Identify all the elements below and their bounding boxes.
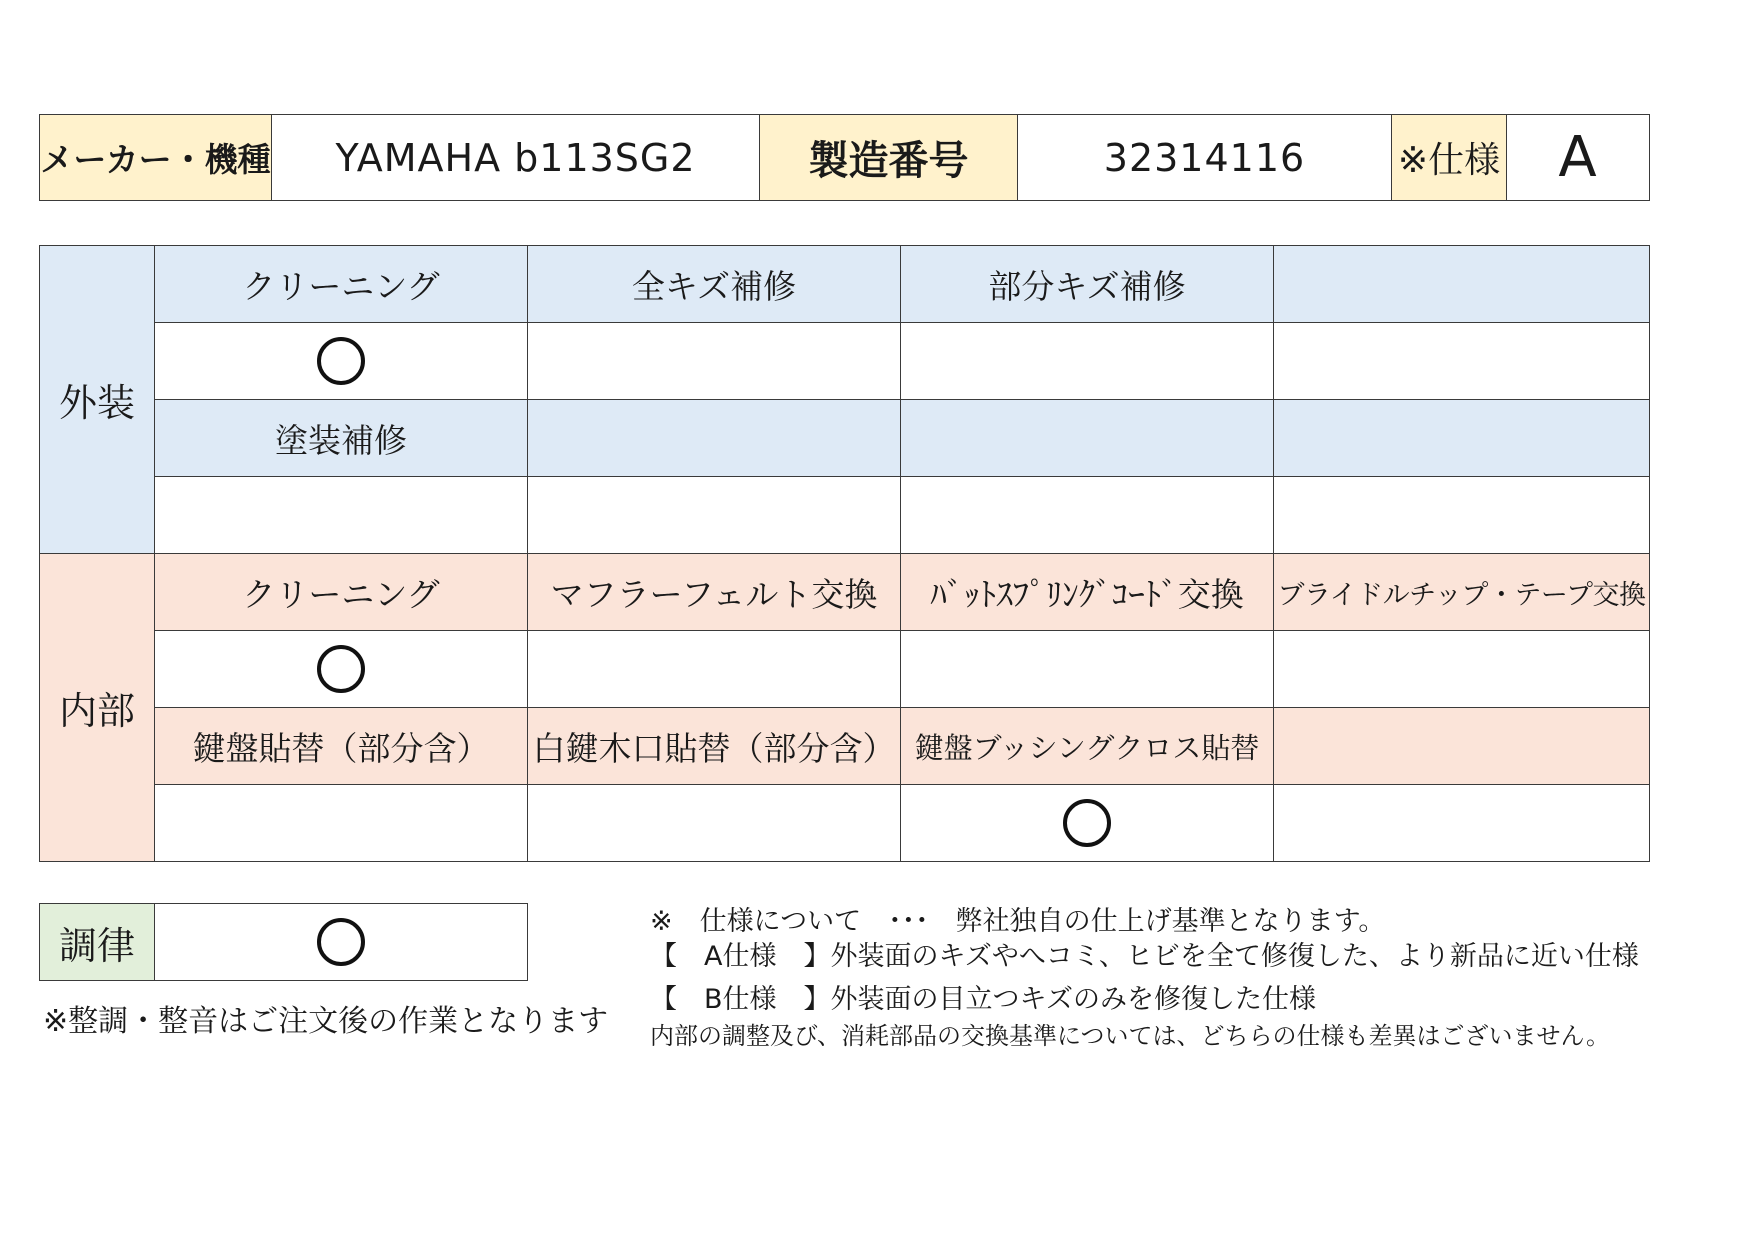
spec-note-line: ※ 仕様について ･･･ 弊社独自の仕上げ基準となります。 <box>650 906 1386 937</box>
circle-mark-icon <box>317 337 365 385</box>
spec-note-line: 内部の調整及び、消耗部品の交換基準については、どちらの仕様も差異はございません。 <box>650 1022 1610 1051</box>
exterior-header-cell: 部分キズ補修 <box>901 246 1274 323</box>
interior-header-cell: 鍵盤貼替（部分含） <box>155 708 528 785</box>
interior-mark-cell <box>155 785 528 862</box>
interior-header-cell: 白鍵木口貼替（部分含） <box>528 708 901 785</box>
interior-mark-cell <box>1274 785 1650 862</box>
interior-header-cell: クリーニング <box>155 554 528 631</box>
spec-notes <box>650 904 1639 1052</box>
spec-value: A <box>1507 115 1650 201</box>
interior-header-cell <box>1274 708 1650 785</box>
exterior-header-cell <box>528 400 901 477</box>
interior-mark-cell <box>901 785 1274 862</box>
interior-mark-cell <box>901 631 1274 708</box>
exterior-header-cell <box>1274 246 1650 323</box>
interior-mark-cell <box>155 631 528 708</box>
exterior-mark-cell <box>1274 323 1650 400</box>
exterior-mark-cell <box>901 323 1274 400</box>
maker-label: メーカー・機種 <box>40 115 272 201</box>
spec-note-line: 【 A仕様 】外装面のキズやへコミ、ヒビを全て修復した、より新品に近い仕様 <box>650 941 1639 973</box>
interior-label: 内部 <box>40 554 155 862</box>
interior-mark-cell <box>1274 631 1650 708</box>
interior-header-cell: 鍵盤ブッシングクロス貼替 <box>901 708 1274 785</box>
interior-header-cell: ブライドルチップ・テープ交換 <box>1274 554 1650 631</box>
exterior-mark-cell <box>901 477 1274 554</box>
interior-header-cell: ﾊﾞｯﾄｽﾌﾟﾘﾝｸﾞｺｰﾄﾞ交換 <box>901 554 1274 631</box>
tuning-table <box>39 903 528 981</box>
spec-note-line: 【 B仕様 】外装面の目立つキズのみを修復した仕様 <box>650 984 1316 1016</box>
maker-value: YAMAHA b113SG2 <box>272 115 760 201</box>
serial-value: 32314116 <box>1018 115 1392 201</box>
serial-label: 製造番号 <box>760 115 1018 201</box>
spec-label: ※仕様 <box>1392 115 1507 201</box>
exterior-label: 外装 <box>40 246 155 554</box>
circle-mark-icon <box>317 645 365 693</box>
interior-mark-cell <box>528 785 901 862</box>
interior-mark-cell <box>528 631 901 708</box>
exterior-mark-cell <box>155 323 528 400</box>
exterior-mark-cell <box>155 477 528 554</box>
exterior-header-cell: クリーニング <box>155 246 528 323</box>
interior-header-cell: マフラーフェルト交換 <box>528 554 901 631</box>
exterior-header-cell: 全キズ補修 <box>528 246 901 323</box>
tuning-mark-cell <box>155 904 528 981</box>
work-table <box>39 245 1650 862</box>
tuning-note: ※整調・整音はご注文後の作業となります <box>43 1004 609 1039</box>
exterior-mark-cell <box>528 323 901 400</box>
header-table <box>39 114 1650 201</box>
exterior-header-cell: 塗装補修 <box>155 400 528 477</box>
exterior-header-cell <box>901 400 1274 477</box>
exterior-mark-cell <box>528 477 901 554</box>
tuning-label: 調律 <box>40 904 155 981</box>
circle-mark-icon <box>1063 799 1111 847</box>
exterior-mark-cell <box>1274 477 1650 554</box>
circle-mark-icon <box>317 918 365 966</box>
exterior-header-cell <box>1274 400 1650 477</box>
